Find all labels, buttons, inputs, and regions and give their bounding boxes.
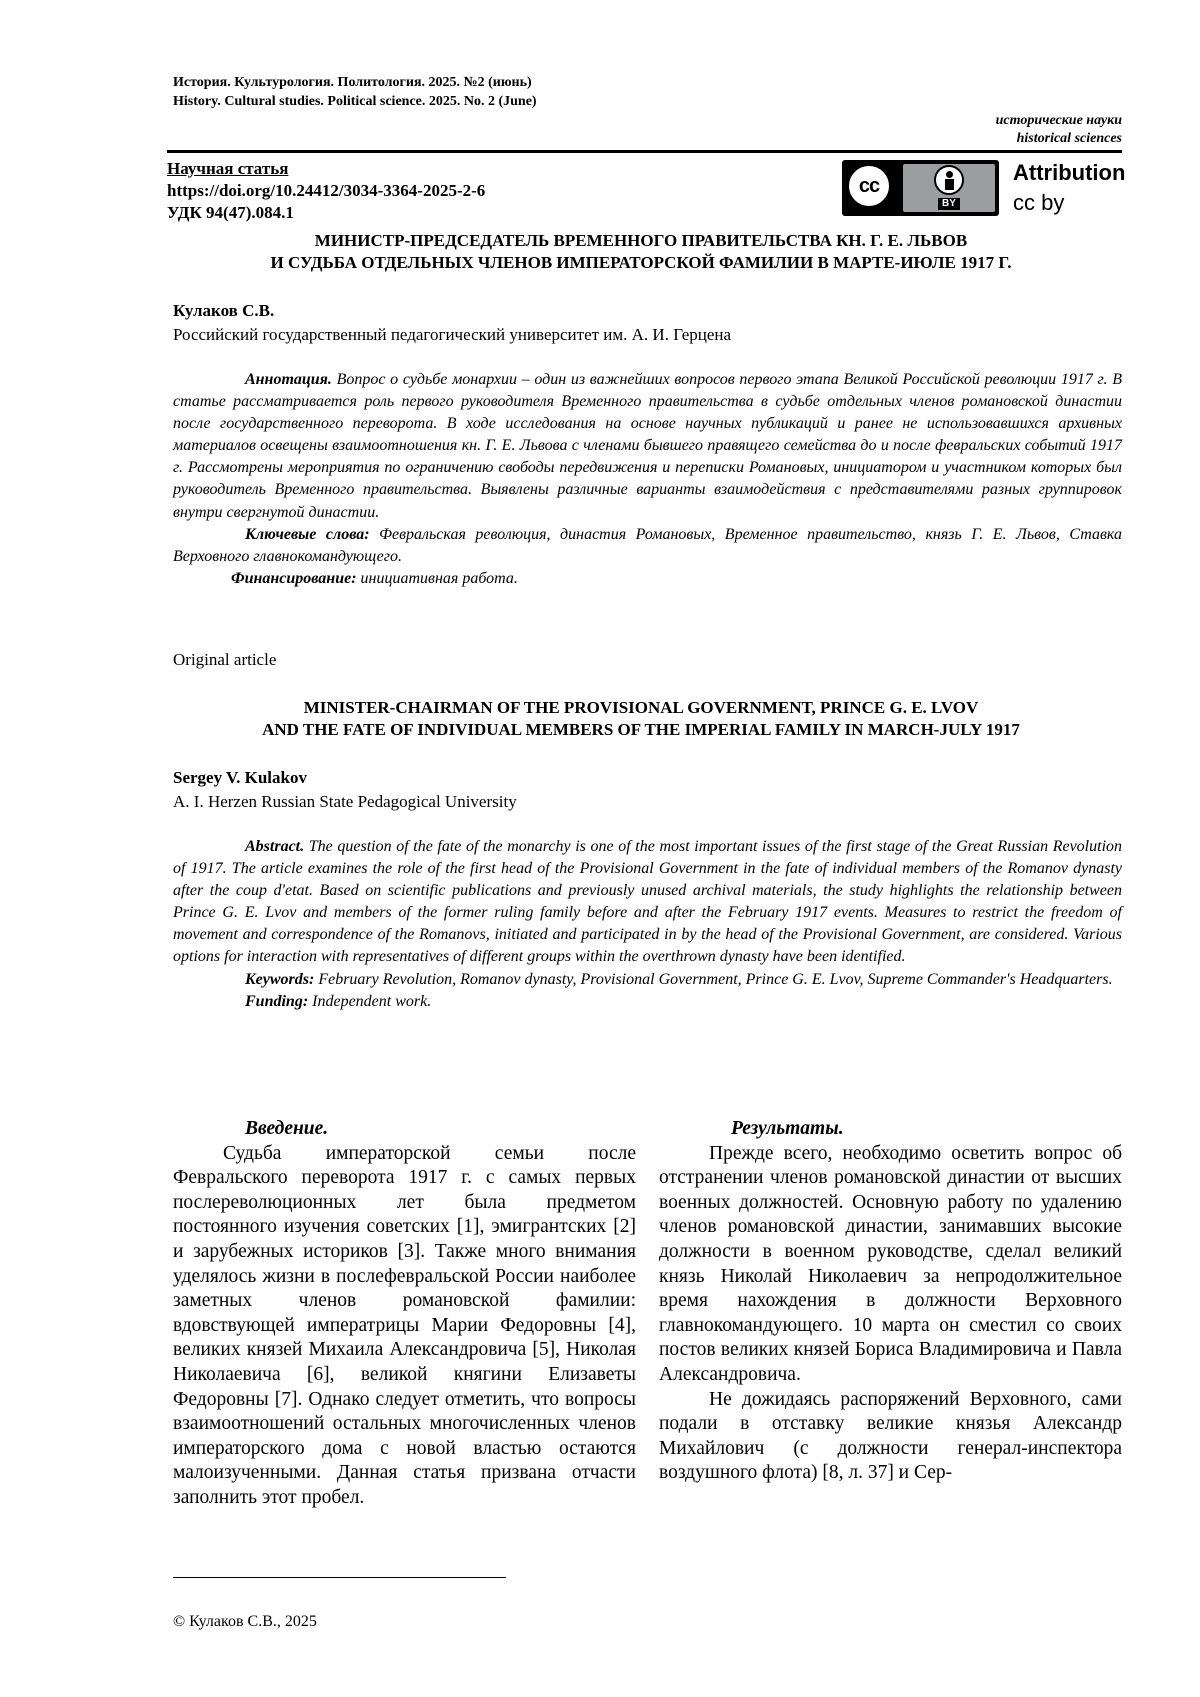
cc-logo-icon	[846, 163, 892, 209]
intro-paragraph: Судьба императорской семьи после Февральского переворота 1917 г. с самых первых послереволюционных лет была предметом постоянного изучения советских [1], эмигрантских [2] и зарубежных историков [3]. Также много внимания уделялось жизни в послефевральской России наиболее заметных членов романовской фамилии: вдовствующей императрицы Марии Федоровны [4], великих князей Михаила Александровича [5], Николая Николаевича [6], великой княгини Елизаветы Федоровны [7]. Однако следует отметить, что вопросы взаимоотношений остальных многочисленных членов императорского дома с новой властью остаются малоизученными. Данная статья призвана отчасти заполнить этот пробел.	[173, 1142, 636, 1508]
footnote-divider	[173, 1577, 506, 1578]
affiliation-ru: Российский государственный педагогический университет им. А. И. Герцена	[173, 325, 732, 344]
header-divider	[167, 150, 1122, 153]
funding-ru-text: инициативная работа.	[360, 569, 518, 587]
by-label: BY	[938, 198, 960, 210]
creative-commons-by-icon	[842, 160, 999, 216]
results-paragraph-1: Прежде всего, необходимо осветить вопрос об отстранении членов романовской династии от высших военных должностей. Основную работу по удалению членов романовской династии, занимавших высокие должности в военном руководстве, сделал великий князь Николай Николаевич за непродолжительное время нахождения в должности Верховного главнокомандующего. 10 марта он сместил со своих постов великих князей Бориса Владимировича и Павла Александровича.	[659, 1142, 1122, 1385]
author-en: Sergey V. Kulakov	[173, 768, 307, 787]
science-field	[996, 112, 1122, 148]
article-meta	[167, 158, 485, 224]
author-ru: Кулаков С.В.	[173, 301, 275, 320]
title-ru	[160, 230, 1122, 274]
article-type-ru: Научная статья	[167, 159, 289, 178]
funding-en-text: Independent work.	[312, 992, 432, 1010]
funding-ru-label: Финансирование:	[231, 569, 357, 587]
abstract-ru	[173, 369, 1122, 590]
keywords-en-text: February Revolution, Romanov dynasty, Provisional Government, Prince G. E. Lvov, Supreme Commander's Headquarters.	[318, 970, 1113, 988]
body-left-column	[173, 1117, 636, 1511]
license-attribution: Attribution	[1013, 160, 1126, 185]
title-ru-line2: И СУДЬБА ОТДЕЛЬНЫХ ЧЛЕНОВ ИМПЕРАТОРСКОЙ ФАМИЛИИ В МАРТЕ-ИЮЛЕ 1917 Г.	[270, 253, 1012, 272]
attribution-person-icon	[934, 165, 964, 195]
science-field-en: historical sciences	[1016, 131, 1122, 146]
abstract-en-text: The question of the fate of the monarchy is one of the most important issues of the first stage of the Great Russian Revolution of 1917. The article examines the role of the first head of the Provisional Government in the fate of individual members of the Romanov dynasty after the coup d'etat. Based on scientific publications and previously unused archival materials, the study highlights the relationship between Prince G. E. Lvov and members of the former ruling family before and after the February 1917 events. Measures to restrict the freedom of movement and correspondence of the Romanovs, initiated and participated in by the head of the Provisional Government, are considered. Various options for interaction with representatives of different groups within the overthrown dynasty have been identified.	[173, 838, 1123, 966]
science-field-ru: исторические науки	[995, 113, 1122, 128]
copyright: © Кулаков С.В., 2025	[173, 1613, 317, 1630]
license-cc-by: cc by	[1013, 190, 1065, 215]
funding-en-label: Funding:	[245, 992, 309, 1010]
body-right-column	[659, 1117, 1122, 1486]
journal-title-ru: История. Культурология. Политология. 2025. №2 (июнь)	[173, 75, 532, 90]
abstract-ru-label: Аннотация.	[245, 371, 332, 388]
journal-header	[173, 73, 537, 111]
abstract-en-label: Abstract.	[245, 838, 305, 855]
title-en	[160, 697, 1122, 741]
title-en-line2: AND THE FATE OF INDIVIDUAL MEMBERS OF THE IMPERIAL FAMILY IN MARCH-JULY 1917	[262, 720, 1020, 739]
keywords-en-label: Keywords:	[245, 970, 315, 988]
results-heading: Результаты.	[731, 1118, 844, 1139]
journal-title-en: History. Cultural studies. Political science. 2025. No. 2 (June)	[173, 94, 537, 109]
abstract-ru-text: Вопрос о судьбе монархии – один из важнейших вопросов первого этапа Великой Российской революции 1917 г. В статье рассматривается роль первого руководителя Временного правительства в судьбе отдельных членов романовской династии после государственного переворота. В ходе исследования на основе научных публикаций и ранее не использовавшихся архивных материалов освещены взаимоотношения кн. Г. Е. Львова с членами бывшего правящего семейства до и после февральских событий 1917 г. Рассмотрены мероприятия по ограничению свободы передвижения и переписки Романовых, инициатором и участником которых был руководитель Временного правительства. Выявлены различные варианты взаимодействия с представителями разных группировок внутри свергнутой династии.	[173, 371, 1123, 521]
udc-code: УДК 94(47).084.1	[167, 203, 294, 222]
intro-heading: Введение.	[245, 1118, 329, 1139]
results-paragraph-2: Не дожидаясь распоряжений Верховного, сами подали в отставку великие князья Александр Михайлович (с должности генерал-инспектора воздушного флота) [8, л. 37] и Сер-	[659, 1388, 1122, 1484]
affiliation-en: A. I. Herzen Russian State Pedagogical University	[173, 792, 517, 811]
title-ru-line1: МИНИСТР-ПРЕДСЕДАТЕЛЬ ВРЕМЕННОГО ПРАВИТЕЛЬСТВА КН. Г. Е. ЛЬВОВ	[314, 231, 968, 250]
keywords-ru-label: Ключевые слова:	[245, 525, 370, 543]
article-type-en: Original article	[173, 650, 277, 669]
abstract-en	[173, 836, 1122, 1013]
keywords-ru-text: Февральская революция, династия Романовых, Временное правительство, князь Г. Е. Львов, Ставка Верховного главнокомандующего.	[173, 525, 1123, 565]
cc-license-badge[interactable]	[842, 160, 1132, 220]
title-en-line1: MINISTER-CHAIRMAN OF THE PROVISIONAL GOVERNMENT, PRINCE G. E. LVOV	[303, 698, 979, 717]
doi-link[interactable]: https://doi.org/10.24412/3034-3364-2025-2-6	[167, 181, 486, 200]
cc-logo-text: cc	[858, 175, 880, 197]
